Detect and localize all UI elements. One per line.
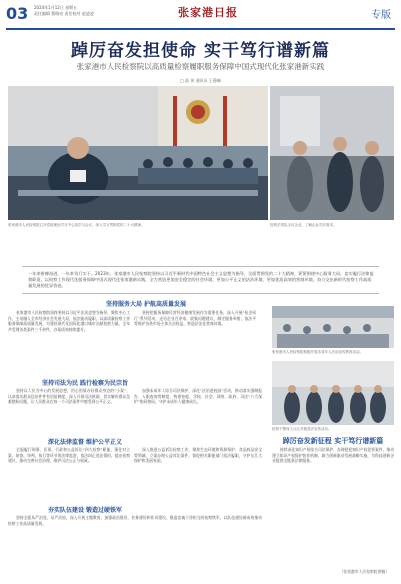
section-title-1: 坚持服务大局 护航高质量发展 <box>105 301 187 308</box>
photo-visit-image <box>270 86 394 220</box>
photo-community <box>272 361 394 425</box>
intro-paragraph: 一年来拼搏奋进，一年来笃行实干。2023年，张家港市人民检察院坚持以习近平新时代中国特色社会主义思想为指导，全面贯彻党的二十大精神，紧紧围绕中心服务大局，忠实履行法律监督职责，以检察工作现代化服务保障中国式现代化张家港新实践，全力营造更加安全稳定的社会环境、更加公平正义的法治环境、更加优质高效的营商环境，奋力交出新时代检察工作高质量发展的优异答卷。 <box>28 271 374 289</box>
body-para-5: 加强未成年人综合司法保护，深化“法治进校园”活动，推动落实强制报告、入职查询等制度，构建家庭、学校、社会、网络、政府、司法“六大保护”协同格局，守护未成年人健康成长。 <box>134 388 262 405</box>
section-label: 专版 <box>371 10 391 21</box>
photo-classroom <box>272 306 394 348</box>
caption-community: 检察干警深入社区开展普法宣传活动。 <box>272 427 332 431</box>
body-para-1: 张家港市人民检察院始终坚持以习近平法治思想为指导，聚焦中心工作，主动融入全市经济社会发展大局，依法能动履职，以高质量检察工作服务保障高质量发展，为建设现代化国际化港口城市贡献检察力量。全年共受理各类案件三千余件，办案质效持续提升。 <box>8 310 130 333</box>
byline: □ 陆 伟 通讯员 王静娴 <box>180 78 221 83</box>
page-number: 03 <box>6 4 29 23</box>
date-line-2: 责任编辑 曹晓亮 责任校对 赵凌凌 <box>34 10 94 16</box>
photo-community-image <box>272 361 394 425</box>
section-title-2: 坚持司法为民 践行检察为民宗旨 <box>41 380 129 387</box>
photo-meeting <box>8 86 268 220</box>
caption-classroom: 张家港市人民检察院积极开展未成年人法治宣传教育活动。 <box>272 350 363 354</box>
body-para-2: 坚持把服务保障民营经济健康发展作为重要任务，深入开展“检企同行”系列活动，走访企业百余家，收集问题建议，制定服务举措，依法平等保护各类市场主体合法权益，营造法治化营商环境。 <box>134 310 256 327</box>
body-para-8: 坚持全面从严治党、从严治检，深入开展主题教育，加强政治建设、业务建设和作风建设，锻造忠诚干净担当的检察铁军，以队伍建设新成效推动检察工作高质量发展。 <box>8 515 262 526</box>
body-para-7: 深入推进公益诉讼检察工作，聚焦生态环境和资源保护、食品药品安全等领域，立案办理公益诉讼案件，督促相关职能部门依法履职，守护长江大保护和美丽家园。 <box>134 447 262 464</box>
subheadline: 张家港市人民检察院以高质量检察履职服务保障中国式现代化张家港新实践 <box>76 62 325 71</box>
section-title-3: 深化法律监督 维护公平正义 <box>47 439 123 446</box>
caption-meeting: 张家港市人民检察院召开党组理论学习中心组学习会议，深入学习贯彻党的二十大精神。 <box>8 223 145 227</box>
header-rule <box>6 28 395 30</box>
body-para-4: 坚持以人民为中心的发展思想，用心用情办好群众身边的“小案”，认真落实群众信访件件有回复制度，深入开展司法救助，切实解决群众急难愁盼问题，让人民群众在每一个司法案件中感受到公平正义。 <box>8 388 130 405</box>
section-title-4: 夯实队伍建设 锻造过硬铁军 <box>47 507 123 514</box>
photo-classroom-image <box>272 306 394 348</box>
date-line <box>34 5 94 16</box>
footer-credit: （张家港市人民检察院供稿） <box>339 569 389 574</box>
photo-visit <box>270 86 394 220</box>
body-para-6: 全面履行刑事、民事、行政和公益诉讼“四大检察”职能，强化对立案、侦查、审判、执行等环节的法律监督，依法纠正违法情形，提出检察建议，推动完善社会治理，维护司法公正与权威。 <box>8 447 130 464</box>
photo-meeting-image <box>8 86 268 220</box>
body-para-right: 持续深化知识产权综合司法保护，办理侵犯知识产权犯罪案件，推动建立知识产权保护协作机制，助力创新驱动发展战略实施，为科技创新企业提供全链条法律服务。 <box>272 447 394 464</box>
date-line-1: 2024年1月12日 星期五 <box>34 5 78 10</box>
masthead: 张家港日报 <box>178 6 238 19</box>
page-header <box>0 0 401 30</box>
side-heading: 踔厉奋发新征程 实干笃行谱新篇 <box>282 437 384 445</box>
caption-visit: 检察长带队走访企业，了解企业司法需求。 <box>270 223 337 227</box>
headline: 踔厉奋发担使命 实干笃行谱新篇 <box>71 41 330 61</box>
